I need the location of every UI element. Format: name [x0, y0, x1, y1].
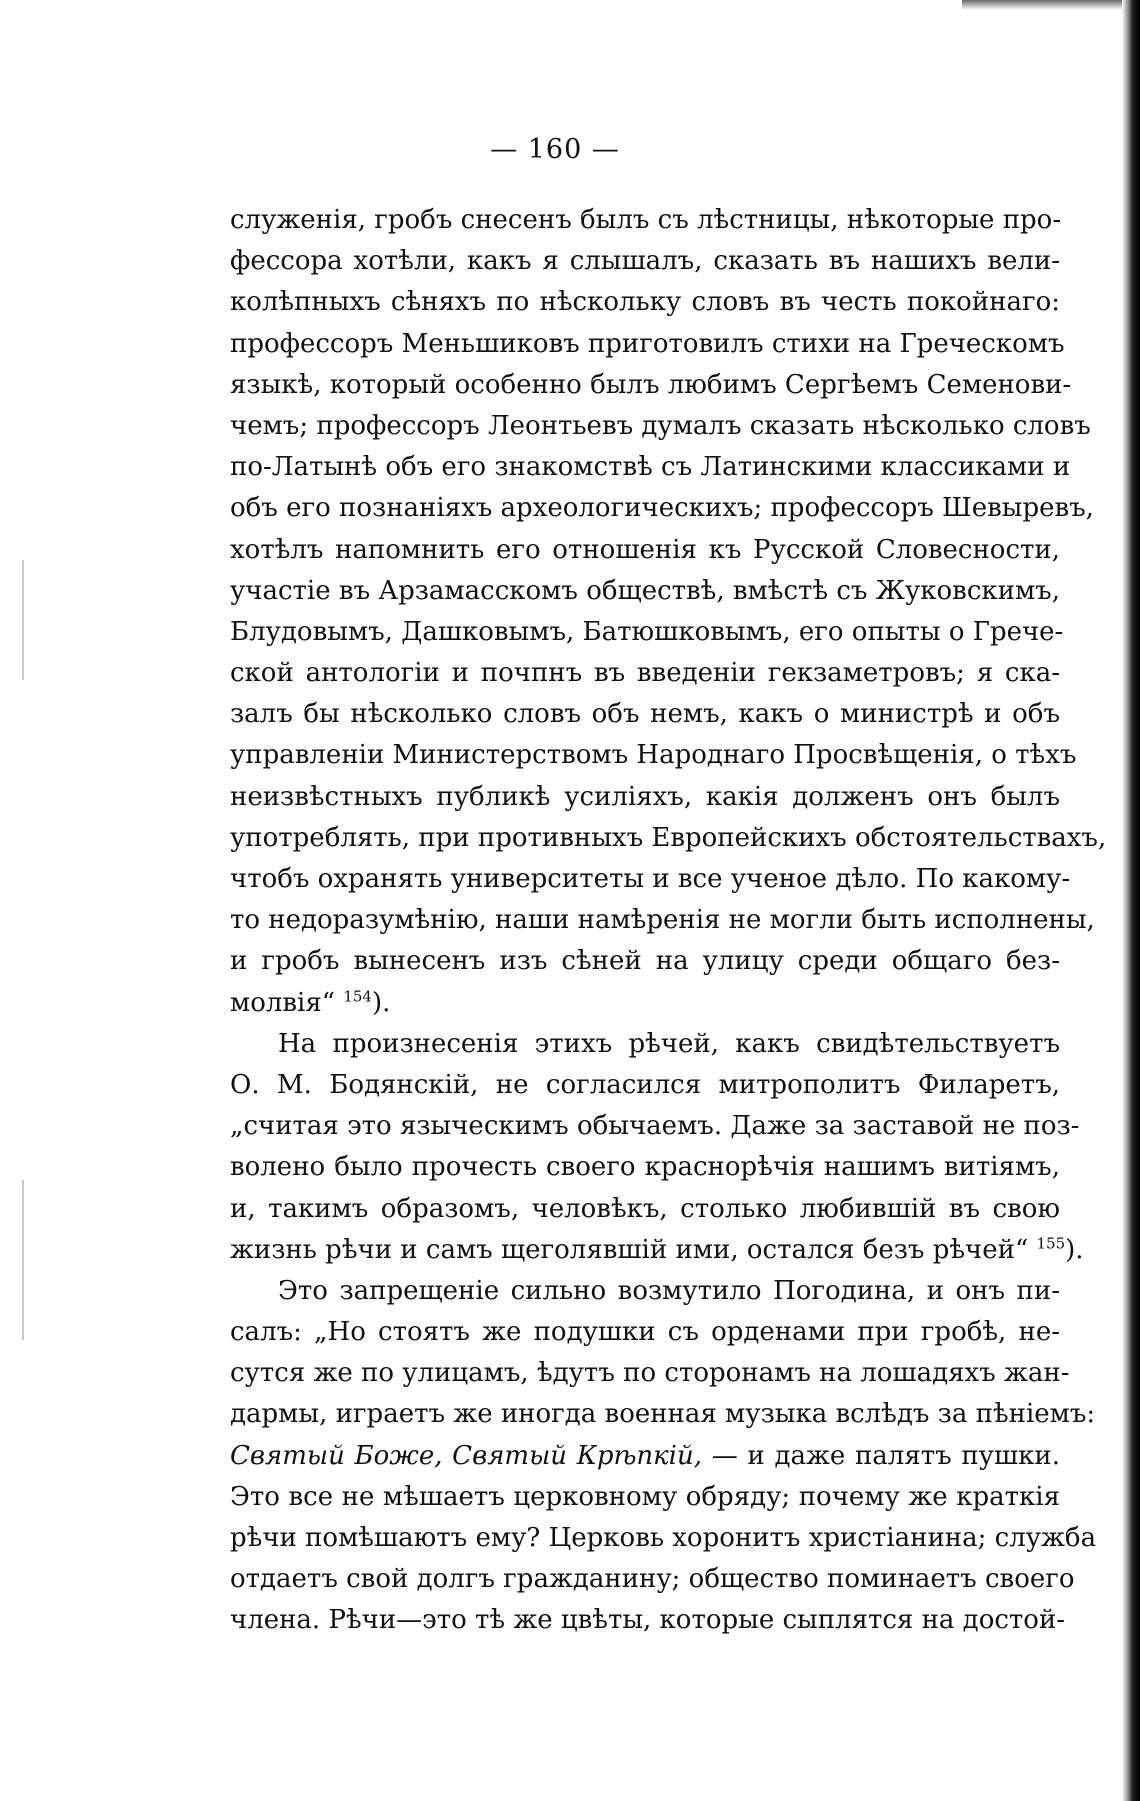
text-line: На произнесенія этихъ рѣчей, какъ свидѣтельствуетъ: [278, 1028, 1060, 1059]
footnote-ref: 155: [1036, 1234, 1066, 1253]
body-text: [230, 200, 1107, 1642]
page-number: — 160 —: [490, 134, 620, 165]
text-line: участіе въ Арзамасскомъ обществѣ, вмѣстѣ съ Жуковскимъ,: [230, 575, 1060, 606]
italic-phrase: Святый Боже, Святый Крѣпкій,: [230, 1440, 703, 1471]
text-line: Святый Боже, Святый Крѣпкій, — и даже палятъ пушки.: [230, 1440, 1060, 1471]
text-line: то недоразумѣнію, наши намѣренія не могли быть исполнены,: [230, 905, 1095, 936]
text-line: по-Латынѣ объ его знакомствѣ съ Латинскими классиками и: [230, 452, 1071, 483]
text-line: ской антологіи и почпнъ въ введеніи гекзаметровъ; я ска-: [230, 658, 1060, 689]
text-line: чтобъ охранять университеты и все ученое дѣло. По какому-: [230, 864, 1071, 894]
text-line: и гробъ вынесенъ изъ сѣней на улицу среди общаго без-: [230, 946, 1060, 977]
text-line: хотѣлъ напомнить его отношенія къ Русской Словесности,: [230, 534, 1060, 565]
text-line: чемъ; профессоръ Леонтьевъ думалъ сказать нѣсколько словъ: [230, 410, 1091, 441]
text-line: сутся же по улицамъ, ѣдутъ по сторонамъ на лошадяхъ жан-: [230, 1358, 1070, 1389]
text-line: служенія, гробъ снесенъ былъ съ лѣстницы, нѣкоторые про-: [230, 205, 1062, 235]
text-line: управленіи Министерствомъ Народнаго Просвѣщенія, о тѣхъ: [230, 740, 1077, 771]
text-line: „считая это языческимъ обычаемъ. Даже за заставой не поз-: [230, 1111, 1080, 1142]
text-line: языкѣ, который особенно былъ любимъ Сергѣемъ Семенови-: [230, 369, 1072, 400]
margin-mark: [22, 1180, 24, 1340]
text-line: жизнь рѣчи и самъ щеголявшій ими, остался безъ рѣчей“ $^{155}$).: [230, 1234, 1084, 1265]
text-line: салъ: „Но стоятъ же подушки съ орденами при гробѣ, не-: [230, 1317, 1060, 1348]
margin-mark: [22, 560, 24, 680]
page-edge-shadow: [1122, 0, 1140, 1801]
text-line: и, такимъ образомъ, человѣкъ, столько любившій въ свою: [230, 1193, 1060, 1224]
text-line: Это запрещеніе сильно возмутило Погодина, и онъ пи-: [278, 1275, 1060, 1306]
text-line: дармы, играетъ же иногда военная музыка вслѣдъ за пѣніемъ:: [230, 1399, 1096, 1430]
text-line: отдаетъ свой долгъ гражданину; общество поминаетъ своего: [230, 1564, 1075, 1595]
page-corner-shadow: [962, 0, 1122, 10]
text-line: волено было прочесть своего краснорѣчія нашимъ витіямъ,: [230, 1152, 1060, 1183]
text-line: рѣчи помѣшаютъ ему? Церковь хоронитъ христіанина; служба: [230, 1523, 1097, 1553]
text-line: неизвѣстныхъ публикѣ усиліяхъ, какія долженъ онъ былъ: [230, 781, 1060, 812]
text-line: употреблять, при противныхъ Европейскихъ обстоятельствахъ,: [230, 822, 1107, 853]
text-line: колѣпныхъ сѣняхъ по нѣскольку словъ въ честь покойнаго:: [230, 287, 1060, 318]
text-line: объ его познаніяхъ археологическихъ; профессоръ Шевыревъ,: [230, 493, 1094, 524]
text-line: профессоръ Меньшиковъ приготовилъ стихи на Греческомъ: [230, 328, 1065, 359]
text-line: Блудовымъ, Дашковымъ, Батюшковымъ, его опыты о Грече-: [230, 616, 1064, 647]
footnote-ref: 154: [343, 986, 372, 1005]
text-line: залъ бы нѣсколько словъ объ немъ, какъ о министрѣ и объ: [230, 699, 1060, 730]
text-line: фессора хотѣли, какъ я слышалъ, сказать въ нашихъ вели-: [230, 246, 1060, 277]
text-line: О. М. Бодянскій, не согласился митрополитъ Филаретъ,: [230, 1069, 1060, 1100]
text-line: молвія“ $^{154}$).: [230, 986, 391, 1018]
text-line: члена. Рѣчи—это тѣ же цвѣты, которые сыплятся на достой-: [230, 1605, 1066, 1636]
text-line: Это все не мѣшаетъ церковному обряду; почему же краткія: [230, 1481, 1060, 1512]
